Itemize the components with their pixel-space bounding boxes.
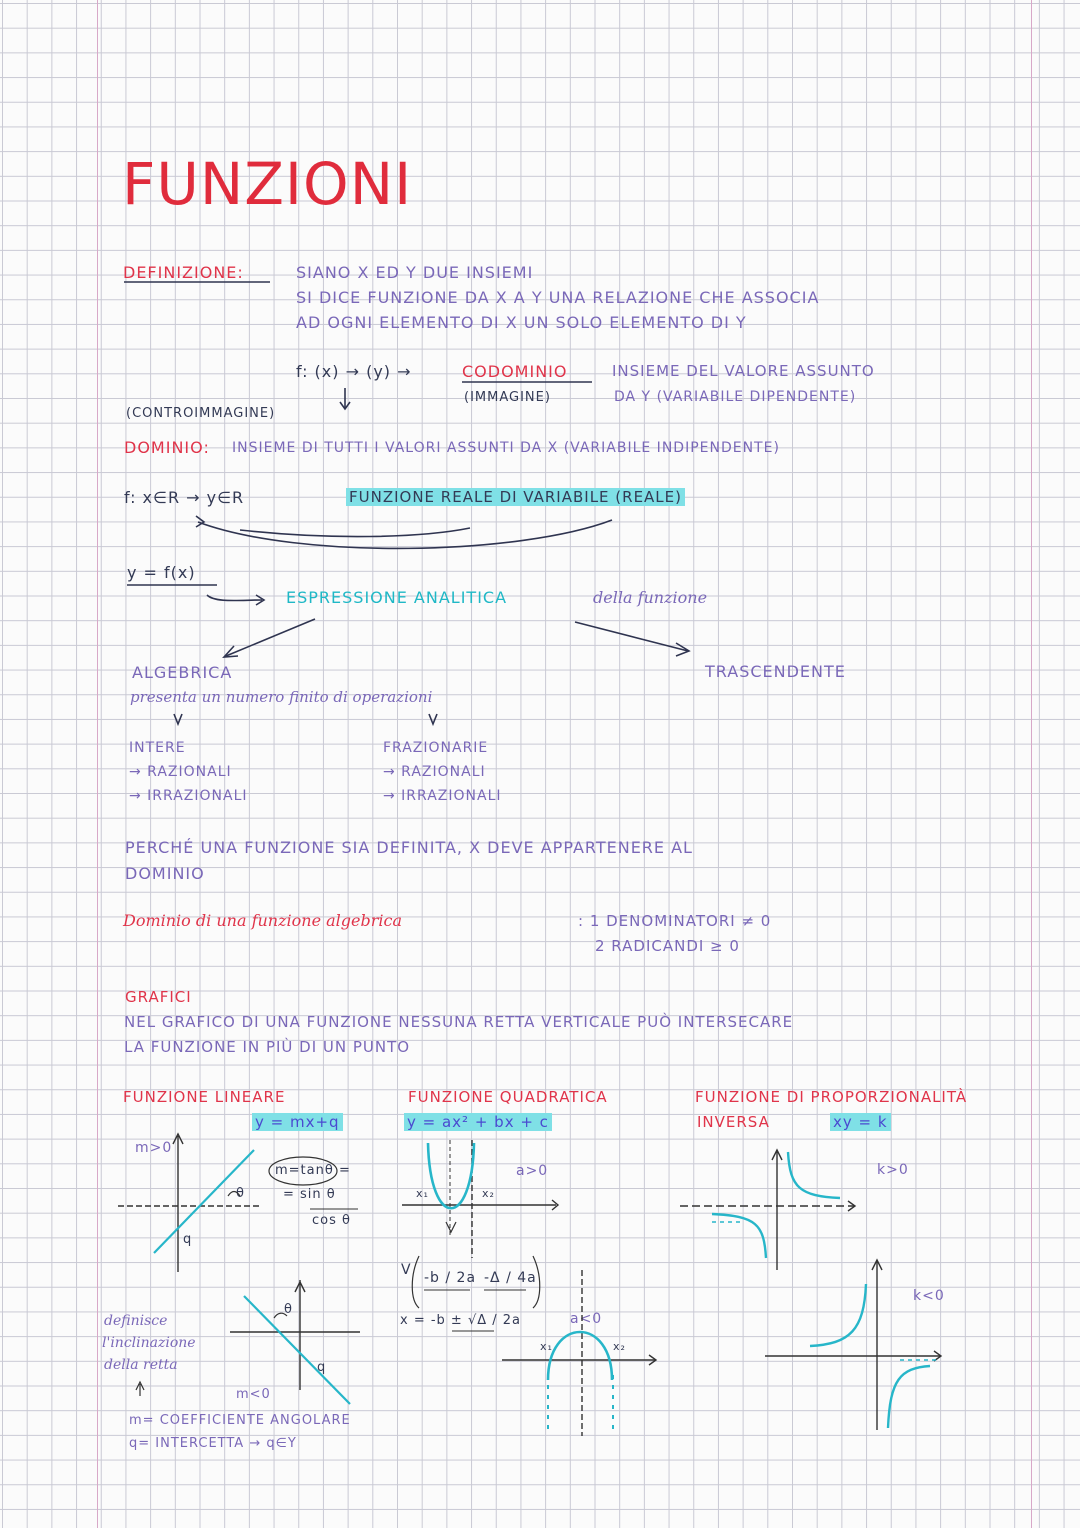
codominio-label: CODOMINIO [462, 362, 568, 381]
tan-line-3: cos θ [312, 1213, 351, 1228]
codominio-desc: INSIEME DEL VALORE ASSUNTO [612, 362, 875, 380]
intere-item-1: → RAZIONALI [129, 764, 232, 780]
lineare-title: FUNZIONE LINEARE [123, 1088, 286, 1106]
perche-line-2: DOMINIO [125, 864, 205, 883]
dominio-algebrica-label: Dominio di una funzione algebrica [123, 911, 403, 930]
grafici-label: GRAFICI [125, 988, 192, 1006]
incline-note-1: definisce [104, 1313, 168, 1329]
intere-item-2: → IRRAZIONALI [129, 788, 248, 804]
frazionarie-label: FRAZIONARIE [383, 740, 489, 756]
intere-label: INTERE [129, 740, 186, 756]
analytic-arrow [207, 595, 262, 601]
x2-label: x₂ [482, 1187, 495, 1200]
grafici-line-1: NEL GRAFICO DI UNA FUNZIONE NESSUNA RETTA VERTICALE PUÒ INTERSECARE [124, 1013, 794, 1031]
analytic-formula: y = f(x) [127, 563, 196, 582]
trascendente-label: TRASCENDENTE [705, 662, 846, 681]
lineare-m-pos: m>0 [135, 1140, 173, 1156]
lineare-formula-text: y = mx+q [252, 1113, 343, 1131]
definition-label: DEFINIZIONE: [123, 263, 244, 282]
parabola-down-graph [412, 1256, 656, 1436]
branch-right-arrow [575, 622, 688, 651]
linear-graph-positive [118, 1134, 358, 1272]
inversa-k-pos: k>0 [877, 1162, 909, 1178]
quadratica-a-neg: a<0 [570, 1311, 603, 1327]
coeff-angolare: m= COEFFICIENTE ANGOLARE [129, 1413, 351, 1428]
real-function-desc-text: FUNZIONE REALE DI VARIABILE (REALE) [346, 488, 685, 506]
real-function-formula: f: x∈R → y∈R [124, 488, 245, 507]
mapping-formula: f: (x) → (y) → [296, 362, 412, 381]
hyperbola-positive-graph [680, 1150, 855, 1270]
codominio-desc-2: DA Y (VARIABILE DIPENDENTE) [614, 389, 857, 405]
incline-note-2: l'inclinazione [102, 1335, 196, 1351]
branch-left-arrow [226, 619, 315, 656]
inversa-k-neg: k<0 [913, 1288, 945, 1304]
x1-label: x₁ [416, 1187, 429, 1200]
algebrica-down-arrow-1 [174, 714, 182, 724]
vertex-label: V [401, 1262, 412, 1278]
grafici-line-2: LA FUNZIONE IN PIÙ DI UN PUNTO [124, 1038, 411, 1056]
analytic-suffix: della funzione [593, 588, 708, 607]
dominio-desc: INSIEME DI TUTTI I VALORI ASSUNTI DA X (VARIABILE INDIPENDENTE) [232, 440, 780, 456]
tan-line-2: = sin θ [283, 1187, 336, 1202]
q-label-1: q [183, 1232, 193, 1247]
parabola-up-graph [402, 1140, 558, 1258]
roots-formula: x = -b ± √Δ / 2a [400, 1313, 522, 1328]
quadratica-formula-text: y = ax² + bx + c [404, 1113, 552, 1131]
real-function-arrowhead [196, 516, 204, 527]
hyperbola-negative-graph [765, 1260, 941, 1430]
theta-label-2: θ [284, 1302, 293, 1317]
algebrica-down-arrow-2 [429, 714, 437, 724]
real-function-arrow-big [198, 520, 612, 548]
q-label-2: q [317, 1360, 327, 1375]
analytic-label: ESPRESSIONE ANALITICA [286, 588, 508, 607]
dominio-cond-2: 2 RADICANDI ≥ 0 [595, 937, 740, 955]
x2-label-2: x₂ [613, 1340, 626, 1353]
intercetta: q= INTERCETTA → q∈Y [129, 1436, 297, 1451]
inversa-title-2: INVERSA [697, 1113, 770, 1131]
quadratica-title: FUNZIONE QUADRATICA [408, 1088, 608, 1106]
dominio-cond-1: : 1 DENOMINATORI ≠ 0 [578, 912, 772, 930]
inversa-title: FUNZIONE DI PROPORZIONALITÀ [695, 1088, 968, 1106]
definition-line-3: AD OGNI ELEMENTO DI X UN SOLO ELEMENTO DI Y [296, 313, 747, 332]
definition-line-1: SIANO X ED Y DUE INSIEMI [296, 263, 534, 282]
immagine-label: (IMMAGINE) [464, 390, 551, 405]
theta-label-1: θ [236, 1186, 245, 1201]
lineare-m-neg: m<0 [236, 1387, 271, 1402]
inversa-formula-text: xy = k [830, 1113, 891, 1131]
linear-graph-negative [136, 1280, 360, 1404]
perche-line-1: PERCHÉ UNA FUNZIONE SIA DEFINITA, X DEVE APPARTENERE AL [125, 838, 693, 857]
vertex-b: -b / 2a [424, 1270, 477, 1286]
incline-note-3: della retta [104, 1357, 178, 1373]
tan-line-1: m=tanθ = [275, 1163, 351, 1178]
frazionarie-item-1: → RAZIONALI [383, 764, 486, 780]
algebrica-desc: presenta un numero finito di operazioni [130, 688, 433, 706]
vertex-delta: -Δ / 4a [484, 1270, 537, 1286]
page-title: FUNZIONI [122, 150, 413, 218]
algebrica-label: ALGEBRICA [132, 663, 233, 682]
frazionarie-item-2: → IRRAZIONALI [383, 788, 502, 804]
real-function-arrow-small [240, 528, 470, 537]
definition-line-2: SI DICE FUNZIONE DA X A Y UNA RELAZIONE CHE ASSOCIA [296, 288, 820, 307]
x1-label-2: x₁ [540, 1340, 553, 1353]
dominio-label: DOMINIO: [124, 438, 210, 457]
controimmagine-label: (CONTROIMMAGINE) [126, 406, 276, 421]
quadratica-a-pos: a>0 [516, 1163, 549, 1179]
